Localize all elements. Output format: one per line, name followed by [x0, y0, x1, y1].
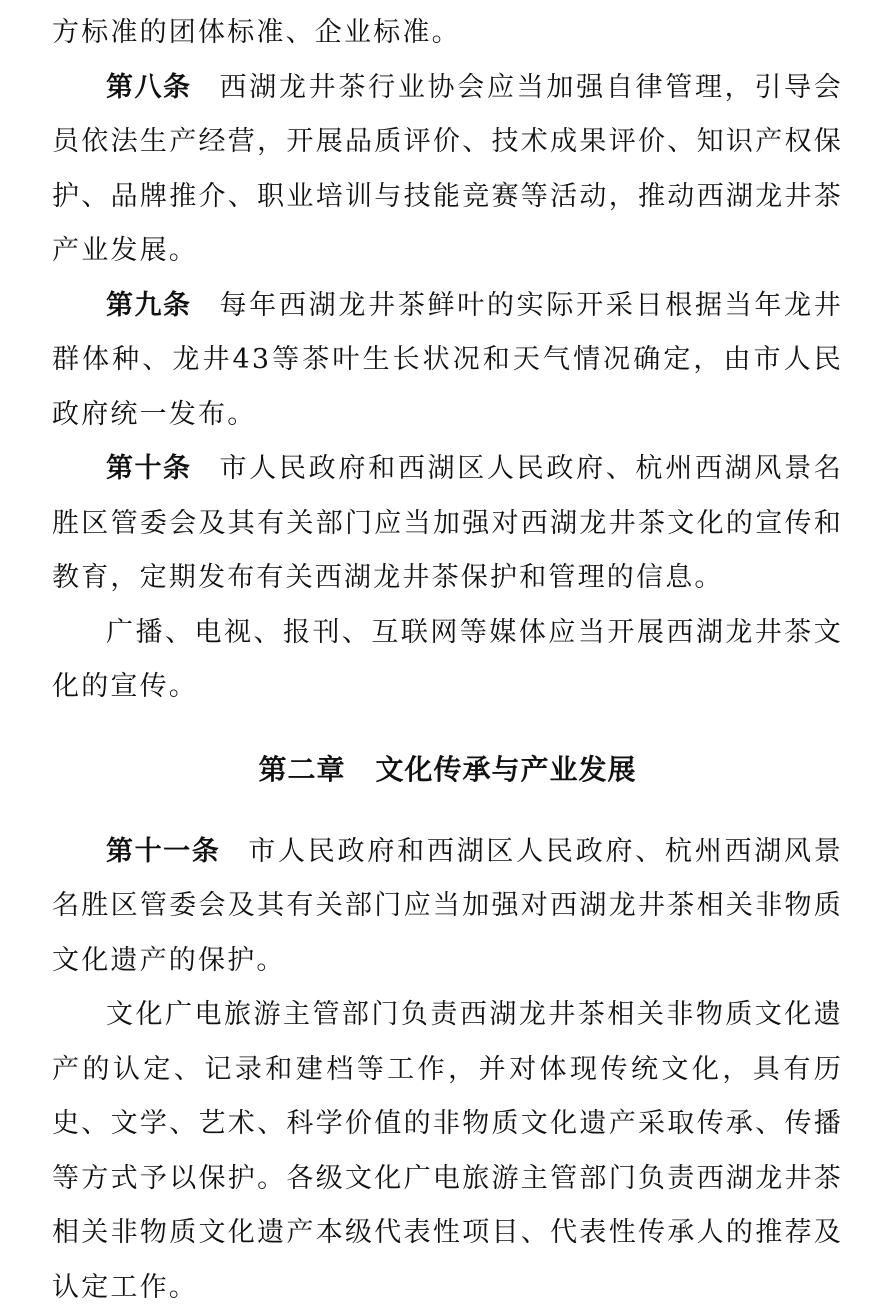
chapter-title: 文化传承与产业发展: [375, 752, 637, 786]
article-9: [52, 279, 843, 443]
article-9-text: 每年西湖龙井茶鲜叶的实际开采日根据当年龙井群体种、龙井43等茶叶生长状况和天气情况确定，由市人民政府统一发布。: [52, 289, 844, 430]
article-11: [52, 825, 843, 989]
article-11-label: 第十一条: [106, 835, 221, 867]
article-10: [52, 442, 843, 606]
article-10-paragraph-2: 广播、电视、报刊、互联网等媒体应当开展西湖龙井茶文化的宣传。: [52, 616, 843, 702]
article-8-label: 第八条: [106, 71, 192, 103]
intro-continuation: 方标准的团体标准、企业标准。: [52, 17, 461, 48]
article-10-text: 市人民政府和西湖区人民政府、杭州西湖风景名胜区管委会及其有关部门应当加强对西湖龙井茶文化的宣传和教育，定期发布有关西湖龙井茶保护和管理的信息。: [52, 453, 844, 593]
article-11-text: 市人民政府和西湖区人民政府、杭州西湖风景名胜区管委会及其有关部门应当加强对西湖龙井茶相关非物质文化遗产的保护。: [52, 835, 844, 976]
chapter-heading: [52, 743, 843, 797]
article-9-label: 第九条: [106, 289, 192, 321]
article-8-text: 西湖龙井茶行业协会应当加强自律管理，引导会员依法生产经营，开展品质评价、技术成果评价、知识产权保护、品牌推介、职业培训与技能竞赛等活动，推动西湖龙井茶产业发展。: [52, 71, 844, 266]
article-11-paragraph-2: 文化广电旅游主管部门负责西湖龙井茶相关非物质文化遗产的认定、记录和建档等工作，并对体现传统文化，具有历史、文学、艺术、科学价值的非物质文化遗产采取传承、传播等方式予以保护。各级文化广电旅游主管部门负责西湖龙井茶相关非物质文化遗产本级代表性项目、代表性传承人的推荐及认定工作。: [52, 999, 843, 1303]
chapter-number: 第二章: [258, 752, 346, 786]
article-10-label: 第十条: [106, 453, 192, 484]
article-8: [52, 61, 843, 279]
